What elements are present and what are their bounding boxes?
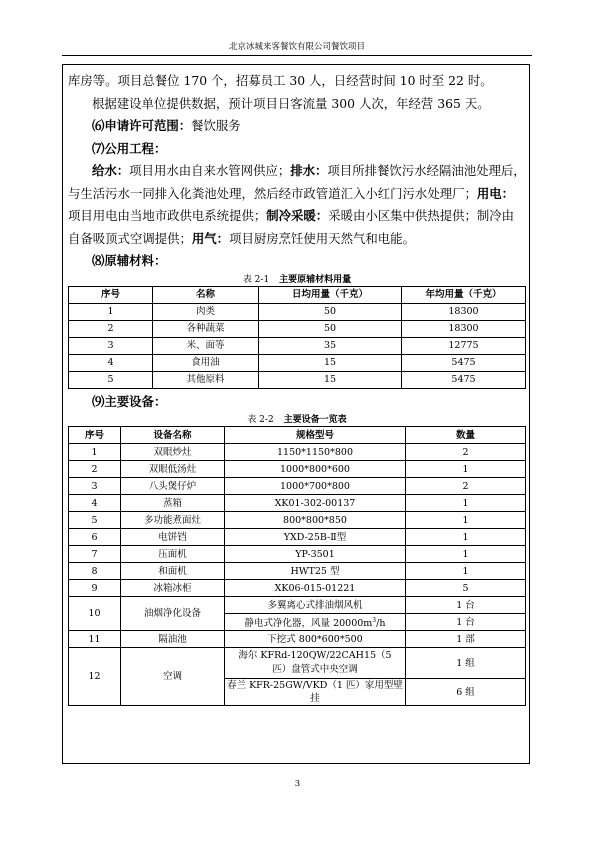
equipment-table bbox=[68, 426, 526, 706]
section-equipment bbox=[68, 391, 526, 414]
table-cell: 1150*1150*800 bbox=[225, 444, 406, 461]
section-heading: ⑺公用工程： bbox=[92, 140, 167, 156]
table-cell: 1 bbox=[406, 546, 526, 563]
table-cell: 35 bbox=[259, 337, 402, 354]
table-row bbox=[69, 631, 526, 648]
table-cell: 春兰 KFR-25GW/VKD（1 匹）家用型壁挂 bbox=[225, 679, 406, 706]
table-cell: 3 bbox=[69, 478, 121, 495]
table-cell: 3 bbox=[69, 337, 153, 354]
table1-number: 表 2-1 bbox=[242, 274, 270, 285]
paragraph: 库房等。项目总餐位 170 个，招募员工 30 人，日经营时间 10 时至 22 时。 bbox=[68, 73, 493, 88]
table-row bbox=[69, 495, 526, 512]
column-header: 设备名称 bbox=[121, 427, 225, 444]
table2-title: 主要设备一览表 bbox=[283, 415, 347, 425]
table-cell: 5 bbox=[69, 512, 121, 529]
table-cell: 1000*700*800 bbox=[225, 478, 406, 495]
power-label: 用电： bbox=[476, 185, 515, 201]
section-utilities bbox=[68, 138, 526, 161]
table-cell: HWT25 型 bbox=[225, 563, 406, 580]
table-cell: 1 bbox=[406, 461, 526, 478]
column-header: 名称 bbox=[153, 286, 259, 303]
hvac-text: 采暖由小区集中供热提供；制冷由自备吸顶式空调提供； bbox=[68, 208, 515, 246]
table-cell: YP-3501 bbox=[225, 546, 406, 563]
table-cell: 10 bbox=[69, 597, 121, 631]
table-row bbox=[69, 546, 526, 563]
table-cell: 50 bbox=[259, 320, 402, 337]
table-cell: 12775 bbox=[402, 337, 526, 354]
table1-caption bbox=[68, 274, 526, 286]
drain-label: 排水： bbox=[290, 163, 328, 178]
section-heading: ⑻原辅材料： bbox=[92, 253, 167, 268]
table-cell: 1 bbox=[406, 529, 526, 546]
table-cell: XK06-015-01221 bbox=[225, 580, 406, 597]
table-cell: 食用油 bbox=[153, 354, 259, 371]
table-row bbox=[69, 563, 526, 580]
table-cell: 18300 bbox=[402, 303, 526, 320]
table-cell: 1000*800*600 bbox=[225, 461, 406, 478]
table-row bbox=[69, 337, 526, 354]
section-materials bbox=[68, 250, 526, 273]
table-cell: 1 bbox=[69, 444, 121, 461]
table-cell: 八头煲仔炉 bbox=[121, 478, 225, 495]
table-cell: 12 bbox=[69, 648, 121, 706]
table-cell: 冰箱冰柜 bbox=[121, 580, 225, 597]
column-header: 日均用量（千克） bbox=[259, 286, 402, 303]
table-cell: 1 部 bbox=[406, 631, 526, 648]
table-cell: 8 bbox=[69, 563, 121, 580]
materials-table bbox=[68, 286, 526, 389]
table-cell: 1 bbox=[406, 512, 526, 529]
table-cell: 2 bbox=[406, 444, 526, 461]
table-cell: 米、面等 bbox=[153, 337, 259, 354]
table-cell: 其他原料 bbox=[153, 371, 259, 388]
table-cell: 11 bbox=[69, 631, 121, 648]
table-cell: 蒸箱 bbox=[121, 495, 225, 512]
table-row bbox=[69, 597, 526, 614]
table-cell: 5 bbox=[406, 580, 526, 597]
table-cell: 4 bbox=[69, 354, 153, 371]
paragraph: 根据建设单位提供数据，预计项目日客流量 300 人次，年经营 365 天。 bbox=[92, 95, 490, 111]
table-cell: 各种蔬菜 bbox=[153, 320, 259, 337]
table-cell: 双眼低汤灶 bbox=[121, 461, 225, 478]
spec-unit: /h bbox=[376, 618, 386, 630]
table-cell: 5475 bbox=[402, 354, 526, 371]
table-cell: 肉类 bbox=[153, 303, 259, 320]
document-body bbox=[68, 70, 526, 706]
table-cell: 2 bbox=[69, 320, 153, 337]
table-cell bbox=[225, 614, 406, 631]
table-row bbox=[69, 320, 526, 337]
table-row bbox=[69, 371, 526, 388]
table-header-row bbox=[69, 286, 526, 303]
table-row bbox=[69, 512, 526, 529]
table-cell: 海尔 KFRd-120QW/22CAH15（5 匹）盘管式中央空调 bbox=[225, 648, 406, 679]
column-header: 序号 bbox=[69, 427, 121, 444]
table-cell: 15 bbox=[259, 354, 402, 371]
table2-number: 表 2-2 bbox=[247, 415, 274, 425]
drain-text: 项目所排餐饮污水经隔油池处理后，与生活污水一同排入化粪池处理，然后经市政管道汇入小红门污水处理厂； bbox=[68, 163, 526, 201]
table-cell: 1 台 bbox=[406, 597, 526, 614]
table-cell: 6 组 bbox=[406, 679, 526, 706]
power-text: 项目用电由当地市政供电系统提供； bbox=[68, 208, 267, 223]
superscript: 3 bbox=[372, 617, 377, 624]
utilities-paragraph bbox=[68, 160, 526, 250]
table-row bbox=[69, 303, 526, 320]
column-header: 规格型号 bbox=[225, 427, 406, 444]
table-cell: 800*800*850 bbox=[225, 512, 406, 529]
table-header-row bbox=[69, 427, 526, 444]
gas-text: 项目厨房烹饪使用天然气和电能。 bbox=[229, 230, 415, 246]
spec-text: 静电式净化器，风量 20000m bbox=[244, 618, 373, 630]
table-cell: 50 bbox=[259, 303, 402, 320]
section-heading: ⑹申请许可范围： bbox=[92, 118, 192, 133]
table-cell: 双眼炒灶 bbox=[121, 444, 225, 461]
table-cell: 和面机 bbox=[121, 563, 225, 580]
table-cell: XK01-302-00137 bbox=[225, 495, 406, 512]
table-cell: 9 bbox=[69, 580, 121, 597]
table-cell: 空调 bbox=[121, 648, 225, 706]
page-number: 3 bbox=[294, 779, 301, 789]
table-cell: 油烟净化设备 bbox=[121, 597, 225, 631]
table-cell: 1 台 bbox=[406, 614, 526, 631]
table1-title: 主要原辅材料用量 bbox=[279, 274, 352, 285]
table-cell: 6 bbox=[69, 529, 121, 546]
table-row bbox=[69, 478, 526, 495]
table-cell: 下挖式 800*600*500 bbox=[225, 631, 406, 648]
table-cell: 4 bbox=[69, 495, 121, 512]
table-cell: 2 bbox=[69, 461, 121, 478]
table-cell: 5 bbox=[69, 371, 153, 388]
table-cell: 18300 bbox=[402, 320, 526, 337]
column-header: 序号 bbox=[69, 286, 153, 303]
table2-caption bbox=[68, 414, 526, 426]
section-scope bbox=[68, 115, 526, 138]
table-cell: 2 bbox=[406, 478, 526, 495]
table-cell: 1 bbox=[69, 303, 153, 320]
column-header: 年均用量（千克） bbox=[402, 286, 526, 303]
table-cell: 多功能煮面灶 bbox=[121, 512, 225, 529]
table-cell: 多翼离心式排油烟风机 bbox=[225, 597, 406, 614]
table-cell: 1 bbox=[406, 563, 526, 580]
table-row bbox=[69, 580, 526, 597]
table-row bbox=[69, 461, 526, 478]
gas-label: 用气： bbox=[191, 230, 230, 246]
water-text: 项目用水由自来水管网供应； bbox=[129, 163, 291, 178]
table-cell: 5475 bbox=[402, 371, 526, 388]
table-row bbox=[69, 354, 526, 371]
table-cell: 压面机 bbox=[121, 546, 225, 563]
water-label: 给水： bbox=[92, 163, 130, 178]
table-row bbox=[69, 444, 526, 461]
scope-text: 餐饮服务 bbox=[191, 118, 241, 133]
table-cell: 15 bbox=[259, 371, 402, 388]
table-cell: 电饼铛 bbox=[121, 529, 225, 546]
table-row bbox=[69, 648, 526, 679]
column-header: 数量 bbox=[406, 427, 526, 444]
table-row bbox=[69, 529, 526, 546]
table-cell: 7 bbox=[69, 546, 121, 563]
table-cell: 隔油池 bbox=[121, 631, 225, 648]
table-cell: 1 bbox=[406, 495, 526, 512]
hvac-label: 制冷采暖： bbox=[266, 208, 329, 223]
section-heading: ⑼主要设备： bbox=[92, 393, 167, 409]
page-header: 北京冰城来客餐饮有限公司餐饮项目 bbox=[62, 40, 532, 56]
table-cell: YXD-25B-Ⅱ型 bbox=[225, 529, 406, 546]
table-cell: 1 组 bbox=[406, 648, 526, 679]
